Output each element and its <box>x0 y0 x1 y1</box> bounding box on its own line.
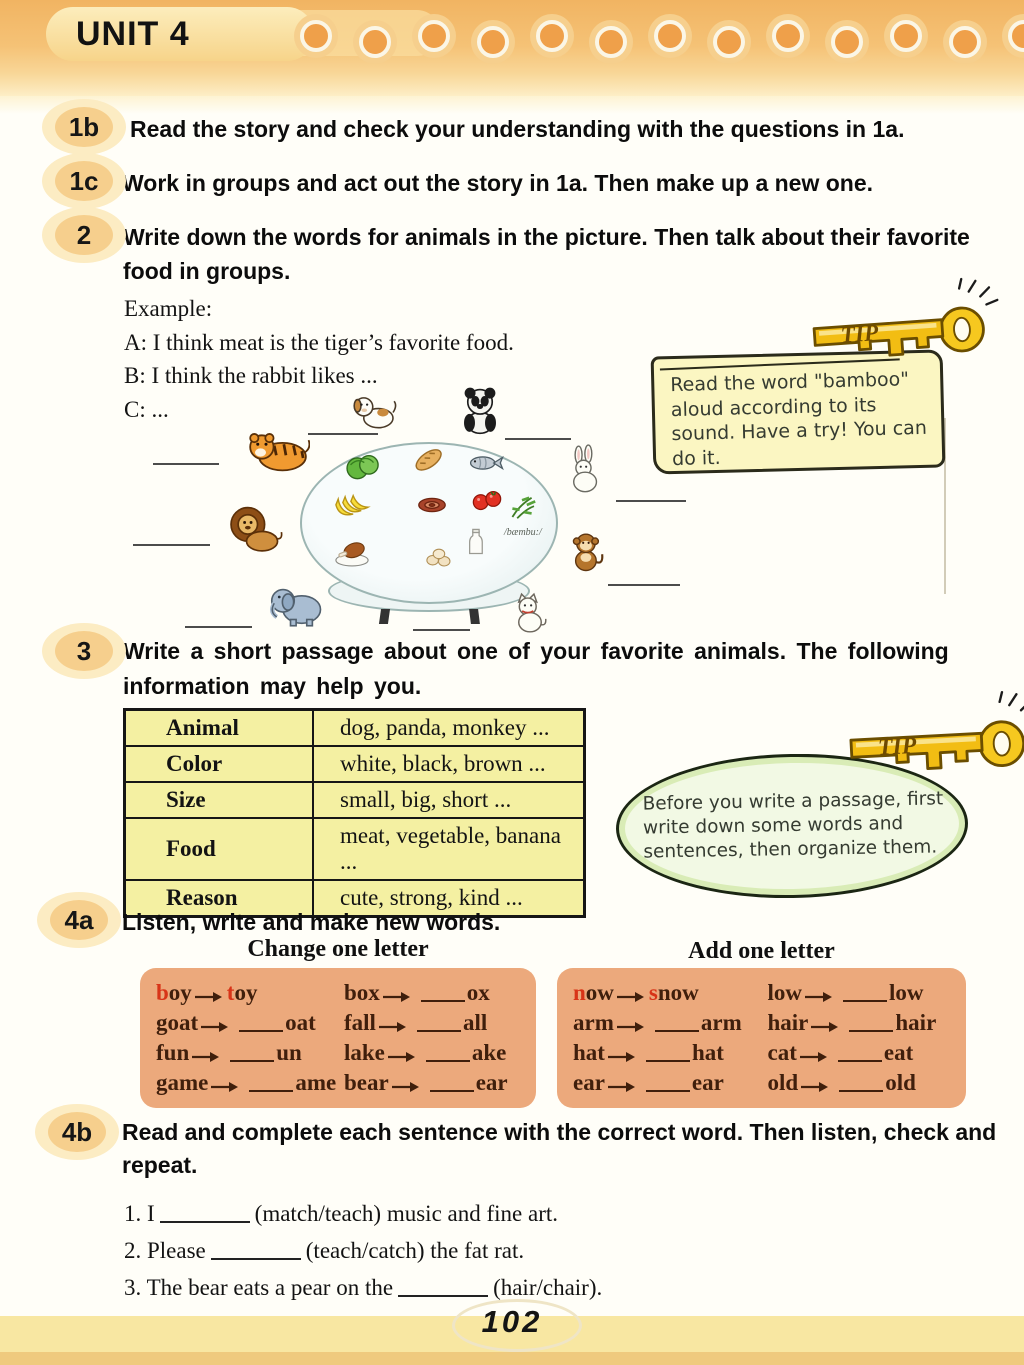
word-text: ear <box>691 1070 724 1096</box>
table-row <box>125 818 585 880</box>
meat-icon <box>410 483 454 527</box>
arrow-icon <box>800 1050 828 1062</box>
answer-blank <box>230 1058 274 1062</box>
answer-blank <box>849 1028 893 1032</box>
answer-blank <box>430 1088 474 1092</box>
word-text: low <box>889 979 924 1005</box>
answer-blank-panda <box>505 438 571 440</box>
example-label: Example: <box>124 296 213 321</box>
word-text: oy <box>168 979 192 1005</box>
animal-dog <box>348 381 402 435</box>
word-text: hat <box>573 1040 605 1066</box>
food-meat <box>410 483 454 527</box>
answer-blank <box>843 998 887 1002</box>
monkey-icon <box>561 525 613 577</box>
sentence <box>124 1227 602 1264</box>
animal-rabbit <box>558 444 610 496</box>
sentence-text: 3. The bear eats a pear on the <box>124 1275 394 1300</box>
lion-icon <box>222 496 284 558</box>
ring-icon <box>477 26 509 58</box>
row-header: Color <box>125 746 314 782</box>
table-leg <box>379 609 390 624</box>
animal-monkey <box>561 525 613 577</box>
word-text: now <box>657 979 699 1005</box>
word-pair <box>344 1069 532 1098</box>
word-pair <box>768 1039 963 1068</box>
answer-blank-monkey <box>608 584 680 586</box>
ring-icon <box>890 20 922 52</box>
food-phonetic-label: /bæmbu:/ <box>504 527 542 538</box>
arrow-icon <box>801 1080 829 1092</box>
row-value: meat, vegetable, banana ... <box>313 818 585 880</box>
instruction-4a: Listen, write and make new words. <box>122 909 501 935</box>
word-text: un <box>276 1040 302 1066</box>
badge-2: 2 <box>55 215 113 255</box>
badge-3: 3 <box>55 631 113 671</box>
answer-blank <box>417 1028 461 1032</box>
panda-icon <box>452 382 508 438</box>
row-value: small, big, short ... <box>313 782 585 818</box>
table-row <box>125 746 585 782</box>
word-pair <box>573 1069 768 1098</box>
chicken-icon <box>329 528 375 574</box>
word-text: oy <box>234 979 258 1005</box>
page-header <box>0 0 1024 96</box>
arrow-icon <box>608 1050 636 1062</box>
ring-icon <box>654 20 686 52</box>
key-icon <box>822 686 1024 797</box>
word-column <box>156 978 344 1098</box>
row-value: dog, panda, monkey ... <box>313 710 585 747</box>
word-text: all <box>462 1009 488 1035</box>
answer-blank <box>646 1088 690 1092</box>
sentence <box>124 1264 602 1301</box>
answer-blank <box>839 1088 883 1092</box>
red-letter: n <box>573 979 586 1005</box>
animal-tiger <box>244 414 310 480</box>
answer-blank <box>249 1088 293 1092</box>
word-text: fall <box>344 1009 376 1035</box>
word-pair <box>156 1069 344 1098</box>
sentence-text: (hair/chair). <box>493 1275 603 1300</box>
dialogue-line-a: A: I think meat is the tiger’s favorite food. <box>124 329 514 355</box>
bread-icon <box>406 437 450 481</box>
arrow-icon <box>392 1080 420 1092</box>
animal-elephant <box>268 572 328 632</box>
tip-key-label: TIP <box>839 320 880 349</box>
arrow-icon <box>211 1080 239 1092</box>
milk-icon <box>456 521 498 563</box>
answer-blank <box>646 1058 690 1062</box>
ring-icon <box>359 26 391 58</box>
word-pair <box>156 1008 344 1037</box>
answer-blank-elephant <box>185 626 252 628</box>
dialogue-line-c: C: ... <box>124 396 169 422</box>
arrow-icon <box>617 990 645 1002</box>
word-column <box>344 978 532 1098</box>
red-letter: b <box>156 979 169 1005</box>
row-header: Food <box>125 818 314 880</box>
arrow-icon <box>805 990 833 1002</box>
ring-icon <box>536 20 568 52</box>
row-value: cute, strong, kind ... <box>313 880 585 917</box>
word-pair <box>768 978 963 1007</box>
bananas-icon <box>329 483 375 529</box>
ring-icon <box>772 20 804 52</box>
word-text: hat <box>691 1040 724 1066</box>
word-text: ox <box>466 979 490 1005</box>
answer-blank <box>655 1028 699 1032</box>
ring-icon <box>418 20 450 52</box>
word-text: box <box>344 979 380 1005</box>
answer-blank-rabbit <box>616 500 686 502</box>
word-text: ow <box>585 979 614 1005</box>
tip-key-label: TIP <box>877 732 918 761</box>
answer-blank-dog <box>308 433 378 435</box>
instruction-4b: Read and complete each sentence with the correct word. Then listen, check and repeat. <box>122 1119 997 1178</box>
sentence-blank <box>211 1256 301 1260</box>
sentence-text: (match/teach) music and fine art. <box>254 1201 559 1226</box>
word-pair <box>156 978 344 1007</box>
arrow-icon <box>388 1050 416 1062</box>
key-icon <box>785 273 1006 386</box>
elephant-icon <box>268 572 328 632</box>
sentence-text: (teach/catch) the fat rat. <box>305 1238 525 1263</box>
animal-lion <box>222 496 284 558</box>
word-text: game <box>156 1070 209 1096</box>
ring-icon <box>595 26 627 58</box>
arrow-icon <box>383 990 411 1002</box>
word-text: ear <box>573 1070 605 1096</box>
food-bananas <box>329 483 375 529</box>
badge-1c: 1c <box>55 161 113 201</box>
tiger-icon <box>244 414 310 480</box>
word-pair <box>573 1008 768 1037</box>
food-milk <box>456 521 498 563</box>
bamboo-icon <box>498 481 546 529</box>
sparkle-icon <box>999 690 1024 720</box>
answer-blank-tiger <box>153 463 219 465</box>
animal-cat <box>503 584 557 638</box>
cat-icon <box>503 584 557 638</box>
sparkle-icon <box>958 277 997 307</box>
word-pair <box>573 978 768 1007</box>
badge-4a: 4a <box>50 900 108 940</box>
unit-title: UNIT 4 <box>76 14 190 53</box>
rabbit-icon <box>558 444 610 496</box>
table-leg <box>469 609 480 624</box>
word-pair <box>156 1039 344 1068</box>
word-pair <box>344 978 532 1007</box>
row-header: Animal <box>125 710 314 747</box>
word-text: hair <box>767 1009 809 1035</box>
word-text: arm <box>700 1009 742 1035</box>
badge-4b: 4b <box>48 1112 106 1152</box>
red-letter: s <box>648 979 658 1005</box>
word-text: ake <box>471 1040 507 1066</box>
word-pair <box>573 1039 768 1068</box>
animal-panda <box>452 382 508 438</box>
sentence-text: 2. Please <box>124 1238 206 1263</box>
arrow-icon <box>617 1020 645 1032</box>
dialogue-line-b: B: I think the rabbit likes ... <box>124 363 378 388</box>
arrow-icon <box>192 1050 220 1062</box>
food-eggs <box>419 535 461 577</box>
ring-icon <box>949 26 981 58</box>
eggs-icon <box>419 535 461 577</box>
add-one-letter-box <box>557 968 966 1108</box>
word-text: oat <box>285 1009 316 1035</box>
table-row <box>125 782 585 818</box>
answer-blank-lion <box>133 544 210 546</box>
change-one-letter-box <box>140 968 536 1108</box>
food-bamboo <box>498 481 546 529</box>
heading-change-one-letter: Change one letter <box>247 936 429 962</box>
row-header: Reason <box>125 880 314 917</box>
arrow-icon <box>608 1080 636 1092</box>
tip-oval-text: Before you write a passage, first write down some words and sentences, then organize them. <box>642 788 944 863</box>
ring-icon <box>713 26 745 58</box>
fill-in-sentences <box>124 1190 602 1301</box>
word-text: fun <box>156 1040 190 1066</box>
answer-blank-cat <box>413 629 470 631</box>
sentence <box>124 1190 602 1227</box>
word-pair <box>344 1008 532 1037</box>
arrow-icon <box>811 1020 839 1032</box>
answer-blank <box>838 1058 882 1062</box>
badge-1b: 1b <box>55 107 113 147</box>
animal-info-table <box>123 708 586 918</box>
word-pair <box>768 1069 963 1098</box>
word-text: ame <box>295 1070 337 1096</box>
food-bread <box>406 437 450 481</box>
instruction-3: Write a short passage about one of your favorite animals. The following information may help you. <box>123 638 949 699</box>
arrow-icon <box>201 1020 229 1032</box>
word-text: goat <box>156 1009 199 1035</box>
word-text: old <box>767 1070 799 1096</box>
red-letter: t <box>226 979 235 1005</box>
word-pair <box>344 1039 532 1068</box>
sentence-text: 1. I <box>124 1201 155 1226</box>
page-number: 102 <box>481 1304 543 1339</box>
answer-blank <box>239 1028 283 1032</box>
sentence-blank <box>160 1219 250 1223</box>
word-pair <box>768 1008 963 1037</box>
arrow-icon <box>195 990 223 1002</box>
food-chicken <box>329 528 375 574</box>
heading-add-one-letter: Add one letter <box>688 938 835 964</box>
row-header: Size <box>125 782 314 818</box>
word-column <box>768 978 963 1098</box>
answer-blank <box>426 1058 470 1062</box>
word-text: eat <box>883 1040 914 1066</box>
tip-note-text: Read the word "bamboo" aloud according to its sound. Have a try! You can do it. <box>670 368 928 470</box>
row-value: white, black, brown ... <box>313 746 585 782</box>
word-text: lake <box>344 1040 385 1066</box>
word-text: low <box>767 979 802 1005</box>
word-text: arm <box>573 1009 614 1035</box>
unit-title-pill <box>46 7 314 61</box>
word-text: cat <box>767 1040 797 1066</box>
instruction-2: Write down the words for animals in the picture. Then talk about their favorite food in groups. <box>123 224 970 284</box>
ring-icon <box>300 20 332 52</box>
instruction-1b: Read the story and check your understanding with the questions in 1a. <box>130 116 905 142</box>
word-text: bear <box>344 1070 389 1096</box>
instruction-1c: Work in groups and act out the story in 1a. Then make up a new one. <box>122 170 874 196</box>
word-text: old <box>885 1070 916 1096</box>
footer-strip-dark <box>0 1352 1024 1365</box>
word-column <box>573 978 768 1098</box>
dog-icon <box>348 381 402 435</box>
ring-icon <box>1008 20 1024 52</box>
answer-blank <box>421 998 465 1002</box>
table-row <box>125 710 585 747</box>
ring-icon <box>831 26 863 58</box>
word-text: ear <box>475 1070 508 1096</box>
arrow-icon <box>379 1020 407 1032</box>
sentence-blank <box>398 1293 488 1297</box>
word-text: hair <box>895 1009 937 1035</box>
